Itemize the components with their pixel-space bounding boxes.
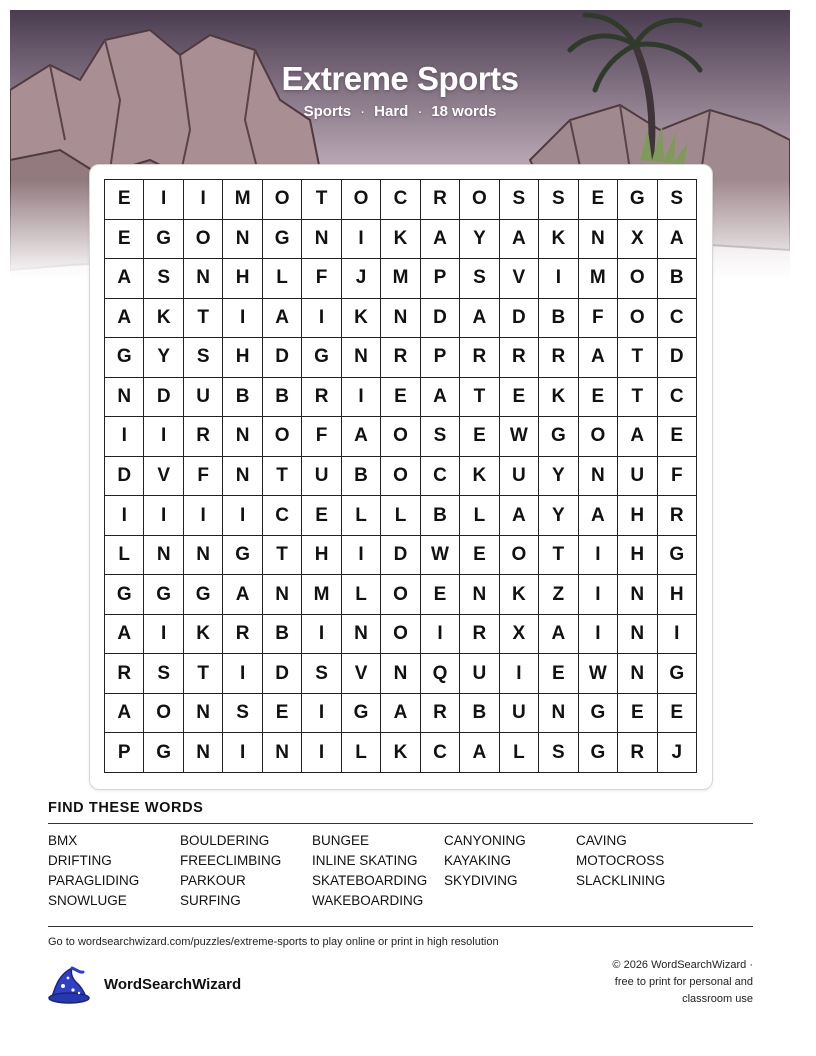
copyright-notice	[553, 957, 753, 1008]
grid-cell: N	[263, 733, 302, 773]
grid-cell: I	[223, 299, 262, 339]
grid-cell: I	[184, 496, 223, 536]
grid-cell: E	[421, 575, 460, 615]
grid-cell: A	[105, 299, 144, 339]
grid-cell: I	[302, 299, 341, 339]
grid-cell: N	[618, 615, 657, 655]
grid-cell: G	[105, 338, 144, 378]
grid-cell: F	[658, 457, 697, 497]
grid-cell: O	[263, 417, 302, 457]
grid-cell: I	[342, 536, 381, 576]
grid-cell: C	[421, 733, 460, 773]
grid-cell: O	[381, 457, 420, 497]
grid-cell: A	[421, 220, 460, 260]
divider	[48, 926, 753, 927]
grid-cell: I	[144, 180, 183, 220]
grid-cell: R	[500, 338, 539, 378]
grid-cell: H	[302, 536, 341, 576]
grid-cell: E	[579, 180, 618, 220]
grid-cell: G	[144, 220, 183, 260]
grid-cell: O	[144, 694, 183, 734]
grid-cell: H	[223, 338, 262, 378]
grid-cell: I	[144, 417, 183, 457]
grid-cell: N	[342, 338, 381, 378]
word-list-item: BOULDERING	[180, 833, 270, 848]
grid-cell: E	[381, 378, 420, 418]
grid-cell: G	[658, 536, 697, 576]
grid-cell: A	[223, 575, 262, 615]
puzzle-meta	[0, 103, 800, 120]
grid-cell: Q	[421, 654, 460, 694]
grid-cell: U	[184, 378, 223, 418]
grid-cell: E	[302, 496, 341, 536]
grid-cell: R	[618, 733, 657, 773]
grid-cell: O	[184, 220, 223, 260]
grid-cell: I	[342, 220, 381, 260]
grid-cell: I	[658, 615, 697, 655]
grid-cell: R	[460, 338, 499, 378]
grid-cell: I	[144, 615, 183, 655]
grid-cell: G	[579, 733, 618, 773]
grid-cell: T	[184, 654, 223, 694]
grid-cell: B	[658, 259, 697, 299]
brand	[46, 964, 241, 1004]
word-list-item: BMX	[48, 833, 78, 848]
grid-cell: N	[579, 457, 618, 497]
grid-cell: K	[342, 299, 381, 339]
grid-cell: I	[539, 259, 578, 299]
word-list-heading: FIND THESE WORDS	[48, 800, 204, 816]
grid-cell: A	[105, 259, 144, 299]
grid-cell: F	[302, 259, 341, 299]
grid-cell: A	[579, 496, 618, 536]
grid-cell: I	[302, 694, 341, 734]
grid-cell: S	[460, 259, 499, 299]
grid-cell: A	[500, 220, 539, 260]
grid-cell: O	[618, 259, 657, 299]
grid-cell: I	[579, 615, 618, 655]
grid-cell: P	[421, 259, 460, 299]
grid-cell: O	[342, 180, 381, 220]
grid-cell: L	[342, 733, 381, 773]
grid-cell: B	[263, 615, 302, 655]
grid-cell: R	[539, 338, 578, 378]
difficulty-label: Hard	[374, 103, 409, 120]
grid-cell: A	[500, 496, 539, 536]
puzzle-title: Extreme Sports	[281, 60, 519, 97]
grid-cell: E	[105, 220, 144, 260]
grid-cell: O	[500, 536, 539, 576]
grid-cell: K	[381, 733, 420, 773]
grid-cell: L	[381, 496, 420, 536]
word-list	[48, 832, 748, 912]
grid-cell: S	[184, 338, 223, 378]
grid-cell: W	[421, 536, 460, 576]
grid-cell: L	[342, 496, 381, 536]
grid-cell: I	[302, 615, 341, 655]
separator: ·	[417, 103, 423, 120]
word-list-item: SKATEBOARDING	[312, 873, 428, 888]
grid-cell: U	[500, 694, 539, 734]
grid-cell: S	[539, 180, 578, 220]
grid-cell: D	[263, 338, 302, 378]
grid-cell: C	[421, 457, 460, 497]
grid-cell: A	[618, 417, 657, 457]
grid-cell: Y	[539, 457, 578, 497]
grid-cell: C	[658, 378, 697, 418]
grid-cell: N	[105, 378, 144, 418]
word-list-item: SURFING	[180, 893, 241, 908]
grid-cell: G	[105, 575, 144, 615]
copyright-line: free to print for personal and	[614, 976, 753, 988]
grid-cell: U	[500, 457, 539, 497]
grid-cell: R	[658, 496, 697, 536]
grid-cell: P	[105, 733, 144, 773]
grid-cell: B	[342, 457, 381, 497]
grid-cell: R	[223, 615, 262, 655]
grid-cell: I	[579, 536, 618, 576]
grid-cell: E	[539, 654, 578, 694]
grid-cell: K	[539, 378, 578, 418]
grid-cell: I	[223, 733, 262, 773]
grid-cell: L	[105, 536, 144, 576]
grid-cell: T	[618, 338, 657, 378]
grid-cell: A	[460, 299, 499, 339]
grid-cell: C	[381, 180, 420, 220]
grid-cell: D	[421, 299, 460, 339]
grid-cell: Y	[460, 220, 499, 260]
footer-url-text: Go to wordsearchwizard.com/puzzles/extreme-sports to play online or print in high resolution	[48, 936, 499, 948]
grid-cell: A	[579, 338, 618, 378]
word-list-item: DRIFTING	[48, 853, 112, 868]
grid-cell: A	[539, 615, 578, 655]
grid-cell: K	[460, 457, 499, 497]
grid-cell: J	[342, 259, 381, 299]
grid-cell: G	[144, 733, 183, 773]
grid-cell: L	[263, 259, 302, 299]
grid-cell: D	[500, 299, 539, 339]
grid-cell: I	[579, 575, 618, 615]
grid-cell: N	[223, 417, 262, 457]
grid-cell: V	[144, 457, 183, 497]
word-list-item: SKYDIVING	[444, 873, 518, 888]
word-list-item: WAKEBOARDING	[312, 893, 424, 908]
grid-cell: S	[223, 694, 262, 734]
grid-cell: R	[421, 694, 460, 734]
grid-cell: F	[579, 299, 618, 339]
grid-cell: S	[421, 417, 460, 457]
grid-cell: E	[460, 417, 499, 457]
grid-cell: A	[658, 220, 697, 260]
grid-cell: D	[263, 654, 302, 694]
grid-cell: N	[539, 694, 578, 734]
grid-cell: P	[421, 338, 460, 378]
word-list-item: SNOWLUGE	[48, 893, 127, 908]
grid-cell: U	[302, 457, 341, 497]
brand-name: WordSearchWizard	[104, 975, 242, 993]
grid-cell: U	[460, 654, 499, 694]
wizard-hat-icon	[46, 964, 92, 1004]
grid-cell: S	[539, 733, 578, 773]
grid-cell: M	[381, 259, 420, 299]
grid-cell: G	[618, 180, 657, 220]
grid-cell: M	[223, 180, 262, 220]
copyright-line: classroom use	[682, 993, 753, 1005]
grid-cell: E	[460, 536, 499, 576]
grid-cell: N	[618, 575, 657, 615]
word-list-item: FREECLIMBING	[180, 853, 282, 868]
grid-cell: N	[184, 694, 223, 734]
grid-cell: G	[658, 654, 697, 694]
grid-cell: W	[500, 417, 539, 457]
grid-cell: L	[460, 496, 499, 536]
word-list-item: INLINE SKATING	[312, 853, 418, 868]
grid-cell: B	[421, 496, 460, 536]
grid-cell: N	[263, 575, 302, 615]
grid-cell: O	[381, 575, 420, 615]
grid-cell: A	[342, 417, 381, 457]
grid-cell: A	[105, 694, 144, 734]
grid-cell: R	[381, 338, 420, 378]
grid-cell: N	[381, 299, 420, 339]
grid-cell: N	[184, 536, 223, 576]
grid-cell: O	[618, 299, 657, 339]
grid-cell: X	[618, 220, 657, 260]
grid-cell: D	[105, 457, 144, 497]
grid-cell: R	[460, 615, 499, 655]
grid-cell: N	[342, 615, 381, 655]
grid-cell: I	[302, 733, 341, 773]
grid-cell: A	[460, 733, 499, 773]
grid-cell: X	[500, 615, 539, 655]
grid-cell: N	[381, 654, 420, 694]
grid-cell: H	[658, 575, 697, 615]
grid-cell: H	[223, 259, 262, 299]
grid-cell: T	[184, 299, 223, 339]
grid-cell: Y	[144, 338, 183, 378]
grid-cell: E	[658, 417, 697, 457]
grid-cell: T	[539, 536, 578, 576]
grid-cell: S	[658, 180, 697, 220]
grid-cell: B	[263, 378, 302, 418]
grid-cell: G	[539, 417, 578, 457]
grid-cell: T	[263, 536, 302, 576]
grid-cell: D	[658, 338, 697, 378]
grid-cell: S	[144, 259, 183, 299]
category-label: Sports	[303, 103, 352, 120]
grid-cell: I	[105, 417, 144, 457]
grid-cell: K	[500, 575, 539, 615]
grid-cell: B	[223, 378, 262, 418]
grid-cell: I	[184, 180, 223, 220]
grid-cell: I	[223, 496, 262, 536]
grid-cell: N	[223, 457, 262, 497]
word-list-item: CAVING	[576, 833, 627, 848]
grid-cell: R	[421, 180, 460, 220]
grid-cell: F	[302, 417, 341, 457]
grid-cell: G	[263, 220, 302, 260]
grid-cell: G	[184, 575, 223, 615]
grid-cell: Y	[539, 496, 578, 536]
word-list-item: SLACKLINING	[576, 873, 666, 888]
grid-cell: O	[381, 615, 420, 655]
grid-cell: G	[342, 694, 381, 734]
grid-cell: K	[539, 220, 578, 260]
grid-cell: N	[144, 536, 183, 576]
grid-cell: I	[421, 615, 460, 655]
grid-cell: S	[144, 654, 183, 694]
grid-cell: A	[263, 299, 302, 339]
grid-cell: A	[105, 615, 144, 655]
grid-cell: E	[263, 694, 302, 734]
word-list-item: BUNGEE	[312, 833, 370, 848]
grid-cell: I	[342, 378, 381, 418]
grid-cell: G	[223, 536, 262, 576]
word-list-item: CANYONING	[444, 833, 526, 848]
grid-cell: D	[381, 536, 420, 576]
grid-cell: N	[579, 220, 618, 260]
grid-cell: I	[500, 654, 539, 694]
grid-cell: V	[500, 259, 539, 299]
copyright-line: © 2026 WordSearchWizard ·	[612, 959, 753, 971]
grid-cell: W	[579, 654, 618, 694]
grid-cell: L	[500, 733, 539, 773]
grid-cell: K	[381, 220, 420, 260]
grid-cell: A	[381, 694, 420, 734]
grid-cell: T	[618, 378, 657, 418]
grid-cell: V	[342, 654, 381, 694]
grid-cell: E	[500, 378, 539, 418]
grid-cell: N	[460, 575, 499, 615]
grid-cell: G	[302, 338, 341, 378]
grid-cell: E	[658, 694, 697, 734]
grid-cell: G	[579, 694, 618, 734]
grid-cell: L	[342, 575, 381, 615]
letter-grid	[104, 179, 697, 773]
grid-cell: I	[223, 654, 262, 694]
grid-cell: N	[184, 259, 223, 299]
grid-cell: N	[223, 220, 262, 260]
grid-cell: H	[618, 496, 657, 536]
grid-cell: N	[184, 733, 223, 773]
grid-cell: A	[421, 378, 460, 418]
grid-cell: C	[263, 496, 302, 536]
word-list-item: MOTOCROSS	[576, 853, 665, 868]
grid-cell: K	[184, 615, 223, 655]
grid-cell: K	[144, 299, 183, 339]
grid-cell: R	[302, 378, 341, 418]
grid-cell: B	[460, 694, 499, 734]
word-list-item: PARAGLIDING	[48, 873, 140, 888]
grid-cell: I	[144, 496, 183, 536]
grid-cell: Z	[539, 575, 578, 615]
grid-cell: T	[263, 457, 302, 497]
divider	[48, 823, 753, 824]
grid-cell: J	[658, 733, 697, 773]
grid-cell: N	[302, 220, 341, 260]
grid-cell: T	[302, 180, 341, 220]
grid-cell: O	[263, 180, 302, 220]
grid-cell: R	[105, 654, 144, 694]
word-list-item: PARKOUR	[180, 873, 246, 888]
grid-cell: O	[381, 417, 420, 457]
grid-cell: R	[184, 417, 223, 457]
grid-cell: E	[105, 180, 144, 220]
grid-cell: O	[579, 417, 618, 457]
grid-cell: M	[579, 259, 618, 299]
grid-cell: N	[618, 654, 657, 694]
grid-cell: G	[144, 575, 183, 615]
grid-cell: F	[184, 457, 223, 497]
grid-cell: M	[302, 575, 341, 615]
grid-cell: E	[618, 694, 657, 734]
grid-cell: I	[105, 496, 144, 536]
word-list-item: KAYAKING	[444, 853, 512, 868]
word-count-label: 18 words	[431, 103, 497, 120]
grid-cell: H	[618, 536, 657, 576]
grid-cell: O	[460, 180, 499, 220]
grid-cell: U	[618, 457, 657, 497]
grid-cell: T	[460, 378, 499, 418]
grid-cell: C	[658, 299, 697, 339]
grid-cell: D	[144, 378, 183, 418]
grid-cell: S	[302, 654, 341, 694]
grid-cell: S	[500, 180, 539, 220]
grid-cell: E	[579, 378, 618, 418]
grid-cell: B	[539, 299, 578, 339]
separator: ·	[360, 103, 366, 120]
